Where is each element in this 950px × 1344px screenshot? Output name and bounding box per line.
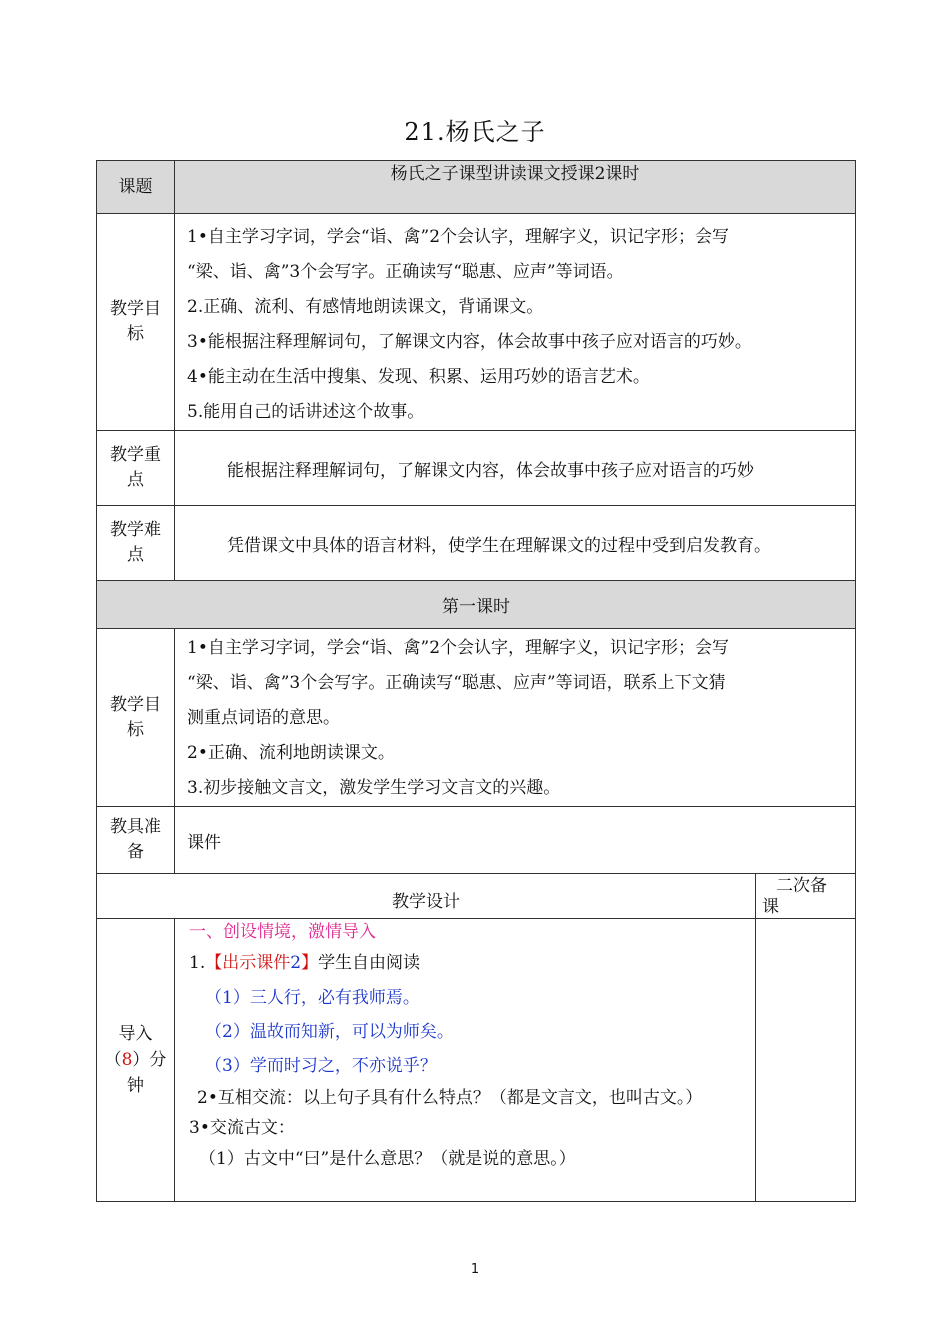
intro-label-line1: 导入 [118, 1024, 153, 1044]
row-teaching-goals [97, 214, 856, 431]
goal-line: 1•自主学习字词，学会“诣、禽”2个会认字，理解字义，识记字形；会写 [187, 227, 730, 247]
tools-label-line2: 备 [127, 842, 144, 862]
tools-value: 课件 [187, 832, 221, 853]
difficult-value: 凭借课文中具体的语言材料，使学生在理解课文的过程中受到启发教育。 [227, 535, 771, 556]
key-label-line1: 教学重 [110, 445, 161, 465]
intro-content-cell [175, 919, 756, 1202]
quote-line: （2）温故而知新，可以为师矣。 [205, 1022, 454, 1042]
goal-line: 3•能根据注释理解词句，了解课文内容，体会故事中孩子应对语言的巧妙。 [187, 332, 752, 352]
row-teaching-tools [97, 807, 856, 874]
difficult-label-cell [97, 506, 175, 581]
section-first-cell [97, 581, 856, 629]
tools-value-cell [175, 807, 856, 874]
section-first-label: 第一课时 [442, 597, 510, 617]
difficult-label-line1: 教学难 [110, 520, 161, 540]
tools-label-line1: 教具准 [110, 817, 161, 837]
goals-label-cell [97, 214, 175, 431]
goal-line: 2•正确、流利地朗读课文。 [187, 743, 395, 763]
courseware-link: 【出示课件 [205, 953, 291, 973]
key-label-line2: 点 [127, 470, 144, 490]
row-section-first-lesson [97, 581, 856, 629]
difficult-label-line2: 点 [127, 545, 144, 565]
lesson-plan-table [96, 160, 856, 1202]
intro-item3-sub: （1）古文中“曰”是什么意思？（就是说的意思。） [199, 1149, 576, 1169]
intro-label-line2: （8）分 [104, 1050, 167, 1070]
second-prep-header-cell [756, 874, 856, 919]
key-label-cell [97, 431, 175, 506]
goal-line: “梁、诣、禽”3个会写字。正确读写“聪惠、应声”等词语。 [187, 262, 624, 282]
row-design-header [97, 874, 856, 919]
second-prep-cell [756, 919, 856, 1202]
intro-item1: 1.【出示课件2】学生自由阅读 [189, 953, 421, 973]
row-intro [97, 919, 856, 1202]
row-topic [97, 161, 856, 214]
row-teaching-goals-first [97, 629, 856, 807]
intro-item2: 2•互相交流：以上句子具有什么特点？（都是文言文，也叫古文。） [197, 1088, 703, 1108]
key-value-cell [175, 431, 856, 506]
second-prep-line1: 二次备 [776, 876, 827, 896]
goal-line: 2.正确、流利、有感情地朗读课文，背诵课文。 [187, 297, 544, 317]
second-prep-line2: 课 [762, 897, 779, 917]
intro-minutes: 8 [121, 1050, 133, 1070]
goals-label-line1: 教学目 [110, 299, 161, 319]
topic-label-cell [97, 161, 175, 214]
design-header-label: 教学设计 [392, 891, 460, 912]
topic-value-cell [175, 161, 856, 214]
goal-line: 测重点词语的意思。 [187, 708, 340, 728]
goal-line: 3.初步接触文言文，激发学生学习文言文的兴趣。 [187, 778, 561, 798]
goal-line: “梁、诣、禽”3个会写字。正确读写“聪惠、应声”等词语，联系上下文猜 [187, 673, 726, 693]
document-title: 21.杨氏之子 [404, 118, 546, 146]
intro-label-line3: 钟 [127, 1076, 144, 1096]
goals-content-cell [175, 214, 856, 431]
goals-label-line2: 标 [127, 324, 144, 344]
row-key-points [97, 431, 856, 506]
intro-heading: 一、创设情境，激情导入 [189, 922, 376, 942]
goal-line: 4•能主动在生活中搜集、发现、积累、运用巧妙的语言艺术。 [187, 367, 650, 387]
goals2-content-cell [175, 629, 856, 807]
topic-value: 杨氏之子课型讲读课文授课2课时 [390, 164, 640, 184]
goal-line: 1•自主学习字词，学会“诣、禽”2个会认字，理解字义，识记字形；会写 [187, 638, 730, 658]
quote-line: （1）三人行，必有我师焉。 [205, 988, 420, 1008]
topic-label: 课题 [118, 176, 153, 197]
design-header-cell [97, 874, 756, 919]
intro-label-cell [97, 919, 175, 1202]
goals2-label-cell [97, 629, 175, 807]
row-difficult-points [97, 506, 856, 581]
goal-line: 5.能用自己的话讲述这个故事。 [187, 402, 425, 422]
difficult-value-cell [175, 506, 856, 581]
goals2-label-line1: 教学目 [110, 694, 161, 715]
goals2-label-line2: 标 [127, 719, 144, 740]
quote-line: （3）学而时习之，不亦说乎？ [205, 1056, 437, 1076]
tools-label-cell [97, 807, 175, 874]
key-value: 能根据注释理解词句，了解课文内容，体会故事中孩子应对语言的巧妙 [227, 460, 754, 481]
intro-item3: 3•交流古文： [189, 1118, 295, 1138]
page-number: 1 [470, 1262, 480, 1277]
